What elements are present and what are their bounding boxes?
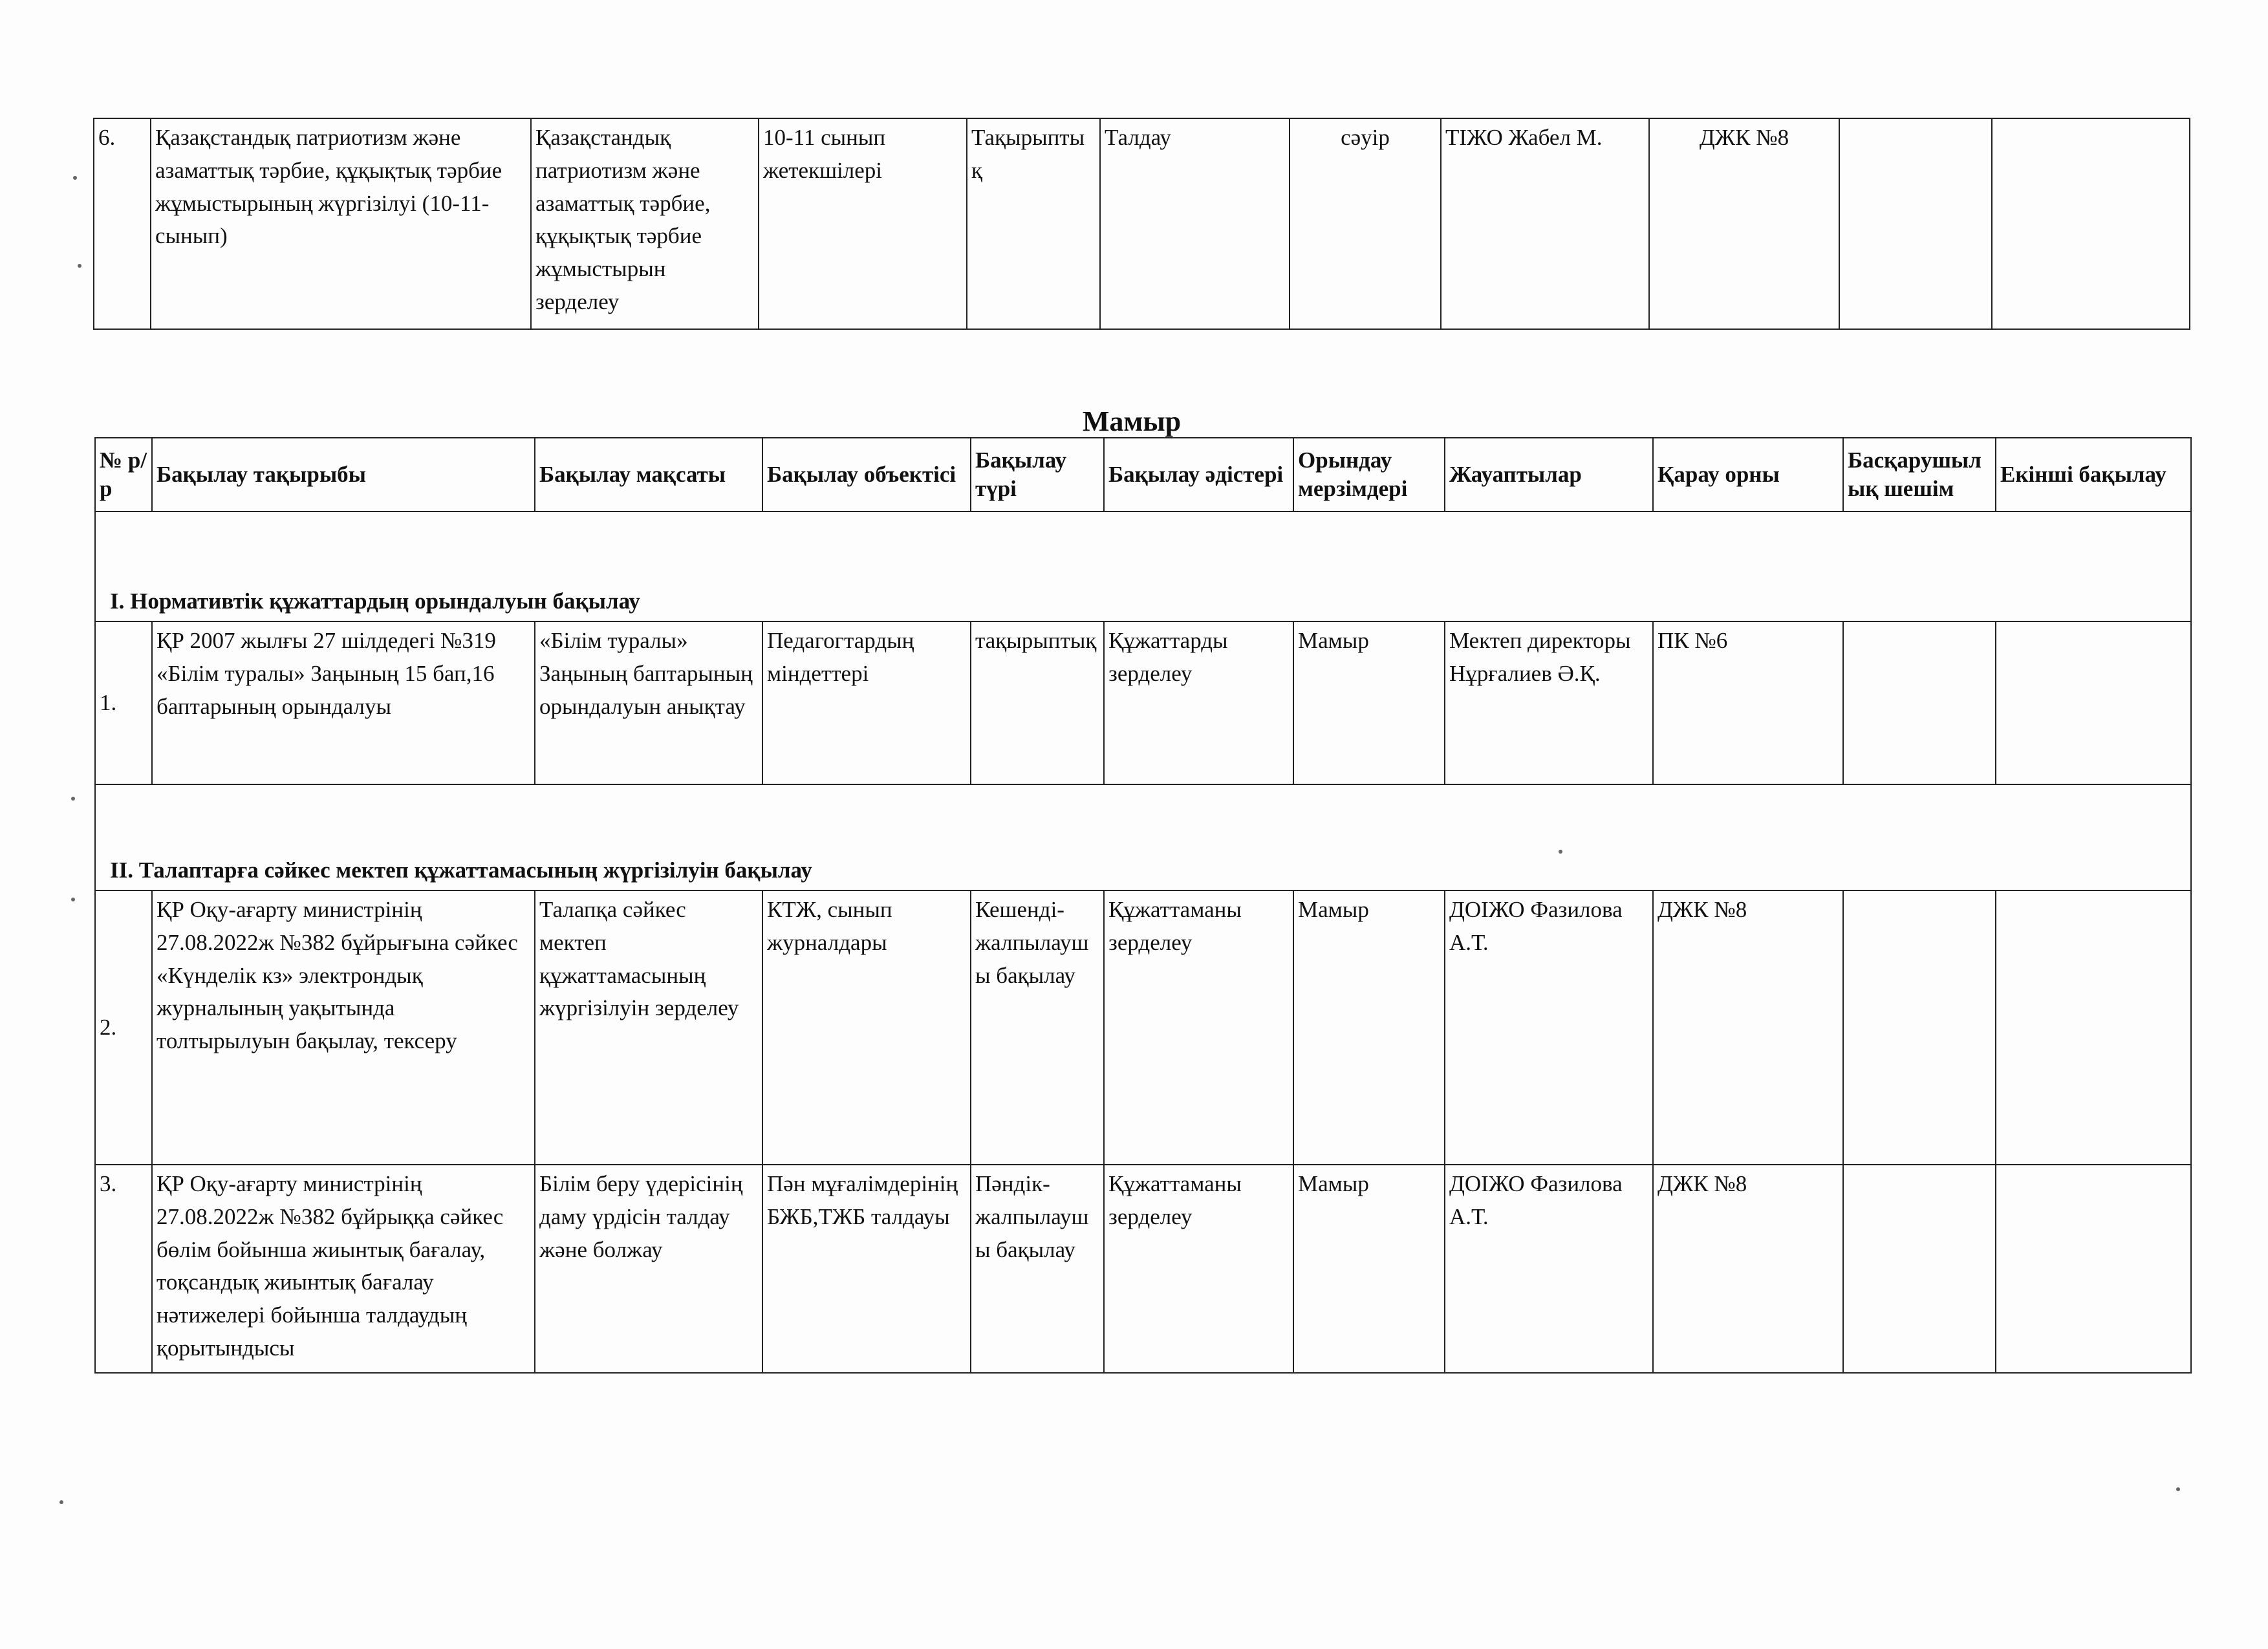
header-topic: Бақылау тақырыбы bbox=[152, 438, 535, 512]
scan-speck bbox=[59, 1500, 63, 1504]
row-number: 1. bbox=[95, 621, 152, 784]
control-object: КТЖ, сынып журналдары bbox=[762, 890, 971, 1165]
management-decision bbox=[1843, 621, 1996, 784]
row-number: 6. bbox=[94, 118, 151, 329]
management-decision bbox=[1839, 118, 1992, 329]
second-control bbox=[1996, 1165, 2191, 1373]
header-second-control: Екінші бақылау bbox=[1996, 438, 2191, 512]
control-responsible: ДОІЖО Фазилова А.Т. bbox=[1445, 890, 1653, 1165]
scan-speck bbox=[1559, 850, 1562, 854]
section-title-1: І. Нормативтік құжаттардың орындалуын бақылау bbox=[95, 512, 2191, 621]
control-method: Құжаттаманы зерделеу bbox=[1104, 1165, 1293, 1373]
control-purpose: Білім беру үдерісінің даму үрдісін талдау және болжау bbox=[535, 1165, 762, 1373]
control-venue: ДЖК №8 bbox=[1649, 118, 1839, 329]
header-type: Бақылау түрі bbox=[971, 438, 1104, 512]
header-venue: Қарау орны bbox=[1653, 438, 1843, 512]
control-responsible: Мектеп директоры Нұрғалиев Ә.Қ. bbox=[1445, 621, 1653, 784]
row-number: 2. bbox=[95, 890, 152, 1165]
section-row bbox=[95, 512, 2191, 621]
control-deadline: Мамыр bbox=[1293, 890, 1445, 1165]
table-row bbox=[95, 1165, 2191, 1373]
control-topic: ҚР 2007 жылғы 27 шілдедегі №319 «Білім туралы» Заңының 15 бап,16 баптарының орындалуы bbox=[152, 621, 535, 784]
control-object: Пән мұғалімдерінің БЖБ,ТЖБ талдауы bbox=[762, 1165, 971, 1373]
header-purpose: Бақылау мақсаты bbox=[535, 438, 762, 512]
management-decision bbox=[1843, 1165, 1996, 1373]
header-responsible: Жауаптылар bbox=[1445, 438, 1653, 512]
management-decision bbox=[1843, 890, 1996, 1165]
control-venue: ДЖК №8 bbox=[1653, 1165, 1843, 1373]
scan-speck bbox=[2176, 1487, 2180, 1491]
month-title: Мамыр bbox=[1082, 405, 1182, 437]
control-type: Пәндік-жалпылаушы бақылау bbox=[971, 1165, 1104, 1373]
control-responsible: ТІЖО Жабел М. bbox=[1441, 118, 1649, 329]
control-purpose: Қазақстандық патриотизм және азаматтық тәрбие, құқықтық тәрбие жұмыстырын зерделеу bbox=[531, 118, 759, 329]
scan-speck bbox=[78, 264, 81, 268]
table-may bbox=[94, 437, 2192, 1374]
control-venue: ПК №6 bbox=[1653, 621, 1843, 784]
table-april-continuation bbox=[93, 118, 2190, 330]
section-title-2: ІІ. Талаптарға сәйкес мектеп құжаттамасының жүргізілуін бақылау bbox=[95, 784, 2191, 890]
row-number: 3. bbox=[95, 1165, 152, 1373]
header-deadline: Орындау мерзімдері bbox=[1293, 438, 1445, 512]
header-row bbox=[95, 438, 2191, 512]
header-number: № р/р bbox=[95, 438, 152, 512]
control-topic: ҚР Оқу-ағарту министрінің 27.08.2022ж №382 бұйрығына сәйкес «Күнделік кз» электрондық журналының уақытында толтырылуын бақылау, тексеру bbox=[152, 890, 535, 1165]
section-row bbox=[95, 784, 2191, 890]
scan-speck bbox=[71, 898, 75, 901]
scan-speck bbox=[71, 797, 75, 801]
table-row bbox=[95, 621, 2191, 784]
second-control bbox=[1992, 118, 2190, 329]
control-deadline: Мамыр bbox=[1293, 621, 1445, 784]
control-deadline: Мамыр bbox=[1293, 1165, 1445, 1373]
second-control bbox=[1996, 621, 2191, 784]
control-object: Педагогтардың міндеттері bbox=[762, 621, 971, 784]
header-object: Бақылау объектісі bbox=[762, 438, 971, 512]
header-decision: Басқарушылық шешім bbox=[1843, 438, 1996, 512]
control-topic: Қазақстандық патриотизм және азаматтық тәрбие, құқықтық тәрбие жұмыстырының жүргізілуі (10-11-сынып) bbox=[151, 118, 531, 329]
control-type: тақырыптық bbox=[971, 621, 1104, 784]
control-topic: ҚР Оқу-ағарту министрінің 27.08.2022ж №382 бұйрыққа сәйкес бөлім бойынша жиынтық бағалау, тоқсандық жиынтық бағалау нәтижелері бойынша талдаудың қорытындысы bbox=[152, 1165, 535, 1373]
control-purpose: «Білім туралы» Заңының баптарының орындалуын анықтау bbox=[535, 621, 762, 784]
control-type: Кешенді-жалпылаушы бақылау bbox=[971, 890, 1104, 1165]
table-row bbox=[95, 890, 2191, 1165]
control-type: Тақырыптық bbox=[967, 118, 1100, 329]
second-control bbox=[1996, 890, 2191, 1165]
control-method: Талдау bbox=[1100, 118, 1290, 329]
header-method: Бақылау әдістері bbox=[1104, 438, 1293, 512]
scan-speck bbox=[73, 176, 77, 180]
control-purpose: Талапқа сәйкес мектеп құжаттамасының жүргізілуін зерделеу bbox=[535, 890, 762, 1165]
table-row bbox=[94, 118, 2190, 329]
control-method: Құжаттарды зерделеу bbox=[1104, 621, 1293, 784]
control-venue: ДЖК №8 bbox=[1653, 890, 1843, 1165]
control-deadline: сәуір bbox=[1290, 118, 1441, 329]
control-object: 10-11 сынып жетекшілері bbox=[759, 118, 967, 329]
control-method: Құжаттаманы зерделеу bbox=[1104, 890, 1293, 1165]
control-responsible: ДОІЖО Фазилова А.Т. bbox=[1445, 1165, 1653, 1373]
